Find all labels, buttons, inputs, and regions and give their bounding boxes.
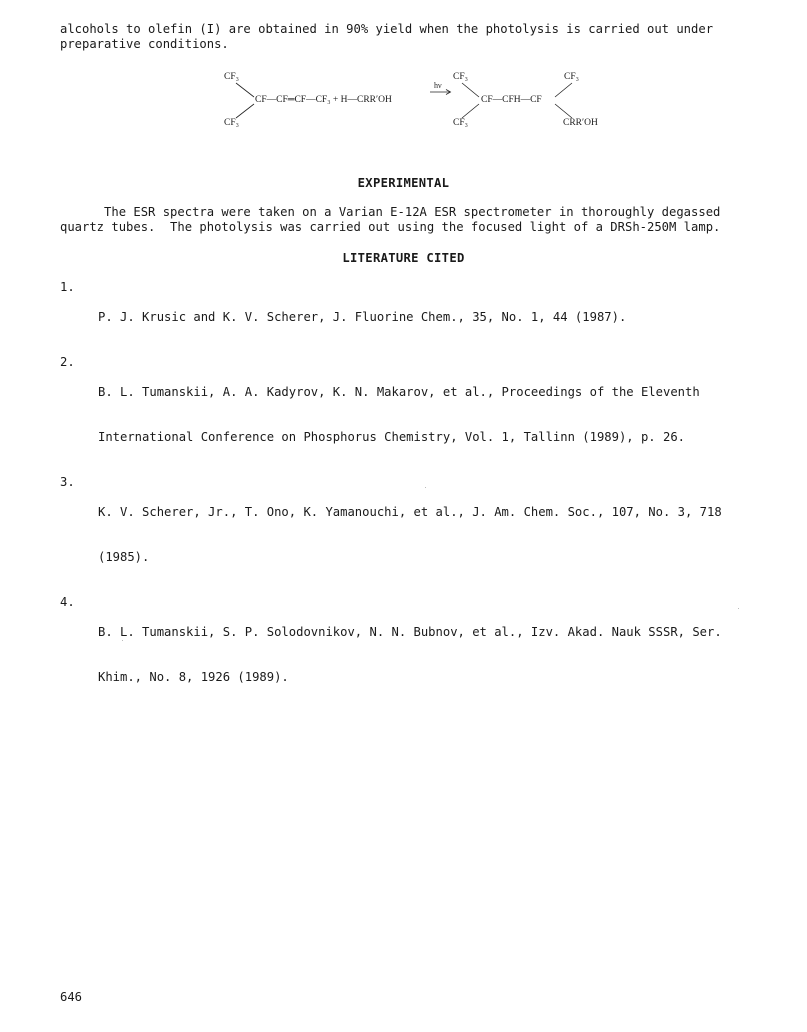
- scan-speck: [122, 640, 123, 641]
- reference-number: 2.: [60, 355, 75, 369]
- bond-left-top: [236, 83, 254, 97]
- reference-text: [98, 595, 740, 715]
- reference-line: K. V. Scherer, Jr., T. Ono, K. Yamanouchi, et al., J. Am. Chem. Soc., 107, No. 3, 718: [98, 505, 722, 519]
- experimental-line-1: The ESR spectra were taken on a Varian E-12A ESR spectrometer in thoroughly degassed: [60, 205, 721, 219]
- reference-list: [60, 280, 740, 715]
- experimental-line-2: quartz tubes. The photolysis was carried out using the focused light of a DRSh-250M lamp.: [60, 220, 721, 234]
- reference-item: [60, 595, 740, 715]
- reference-text: [98, 280, 740, 355]
- product-right-group: CRR′OH: [563, 118, 598, 128]
- product-cf3-bottom: CF₃: [453, 118, 468, 128]
- intro-line-2: preparative conditions.: [60, 37, 229, 51]
- reaction-scheme: [222, 70, 622, 132]
- reference-item: [60, 475, 740, 595]
- left-cf3-top: CF₃: [224, 72, 239, 82]
- reference-number: 3.: [60, 475, 75, 489]
- product-cf3-top: CF₃: [453, 72, 468, 82]
- arrow-label: hν: [434, 81, 442, 90]
- reference-text: [98, 475, 740, 595]
- reference-line: B. L. Tumanskii, A. A. Kadyrov, K. N. Makarov, et al., Proceedings of the Eleventh: [98, 385, 700, 399]
- page-number: 646: [60, 990, 83, 1004]
- bond-left-bottom: [236, 104, 254, 118]
- reference-number: 1.: [60, 280, 75, 294]
- bond-product-right-top: [555, 83, 572, 97]
- reference-line: P. J. Krusic and K. V. Scherer, J. Fluorine Chem., 35, No. 1, 44 (1987).: [98, 310, 627, 324]
- reference-line: Khim., No. 8, 1926 (1989).: [98, 670, 289, 684]
- bond-product-right-bottom: [555, 104, 572, 118]
- reference-text: [98, 355, 740, 475]
- reference-number: 4.: [60, 595, 75, 609]
- experimental-paragraph: [60, 205, 750, 235]
- reference-line: (1985).: [98, 550, 150, 564]
- scan-speck: [738, 608, 739, 609]
- bond-product-bottom: [462, 104, 479, 118]
- reference-item: [60, 280, 740, 355]
- reference-line: B. L. Tumanskii, S. P. Solodovnikov, N. N. Bubnov, et al., Izv. Akad. Nauk SSSR, Ser.: [98, 625, 722, 639]
- intro-line-1: alcohols to olefin (I) are obtained in 90% yield when the photolysis is carried out under: [60, 22, 714, 36]
- intro-paragraph: [60, 22, 740, 52]
- reference-line: International Conference on Phosphorus Chemistry, Vol. 1, Tallinn (1989), p. 26.: [98, 430, 685, 444]
- bond-product-top: [462, 83, 479, 97]
- product-chain: CF—CFH—CF: [481, 95, 542, 105]
- product-right-cf3: CF₃: [564, 72, 579, 82]
- left-chain: CF—CF═CF—CF₃ + H—CRR′OH: [255, 95, 392, 105]
- experimental-heading: EXPERIMENTAL: [357, 176, 450, 190]
- literature-heading: LITERATURE CITED: [342, 251, 465, 265]
- left-cf3-bottom: CF₃: [224, 118, 239, 128]
- scan-speck: [425, 487, 426, 488]
- reference-item: [60, 355, 740, 475]
